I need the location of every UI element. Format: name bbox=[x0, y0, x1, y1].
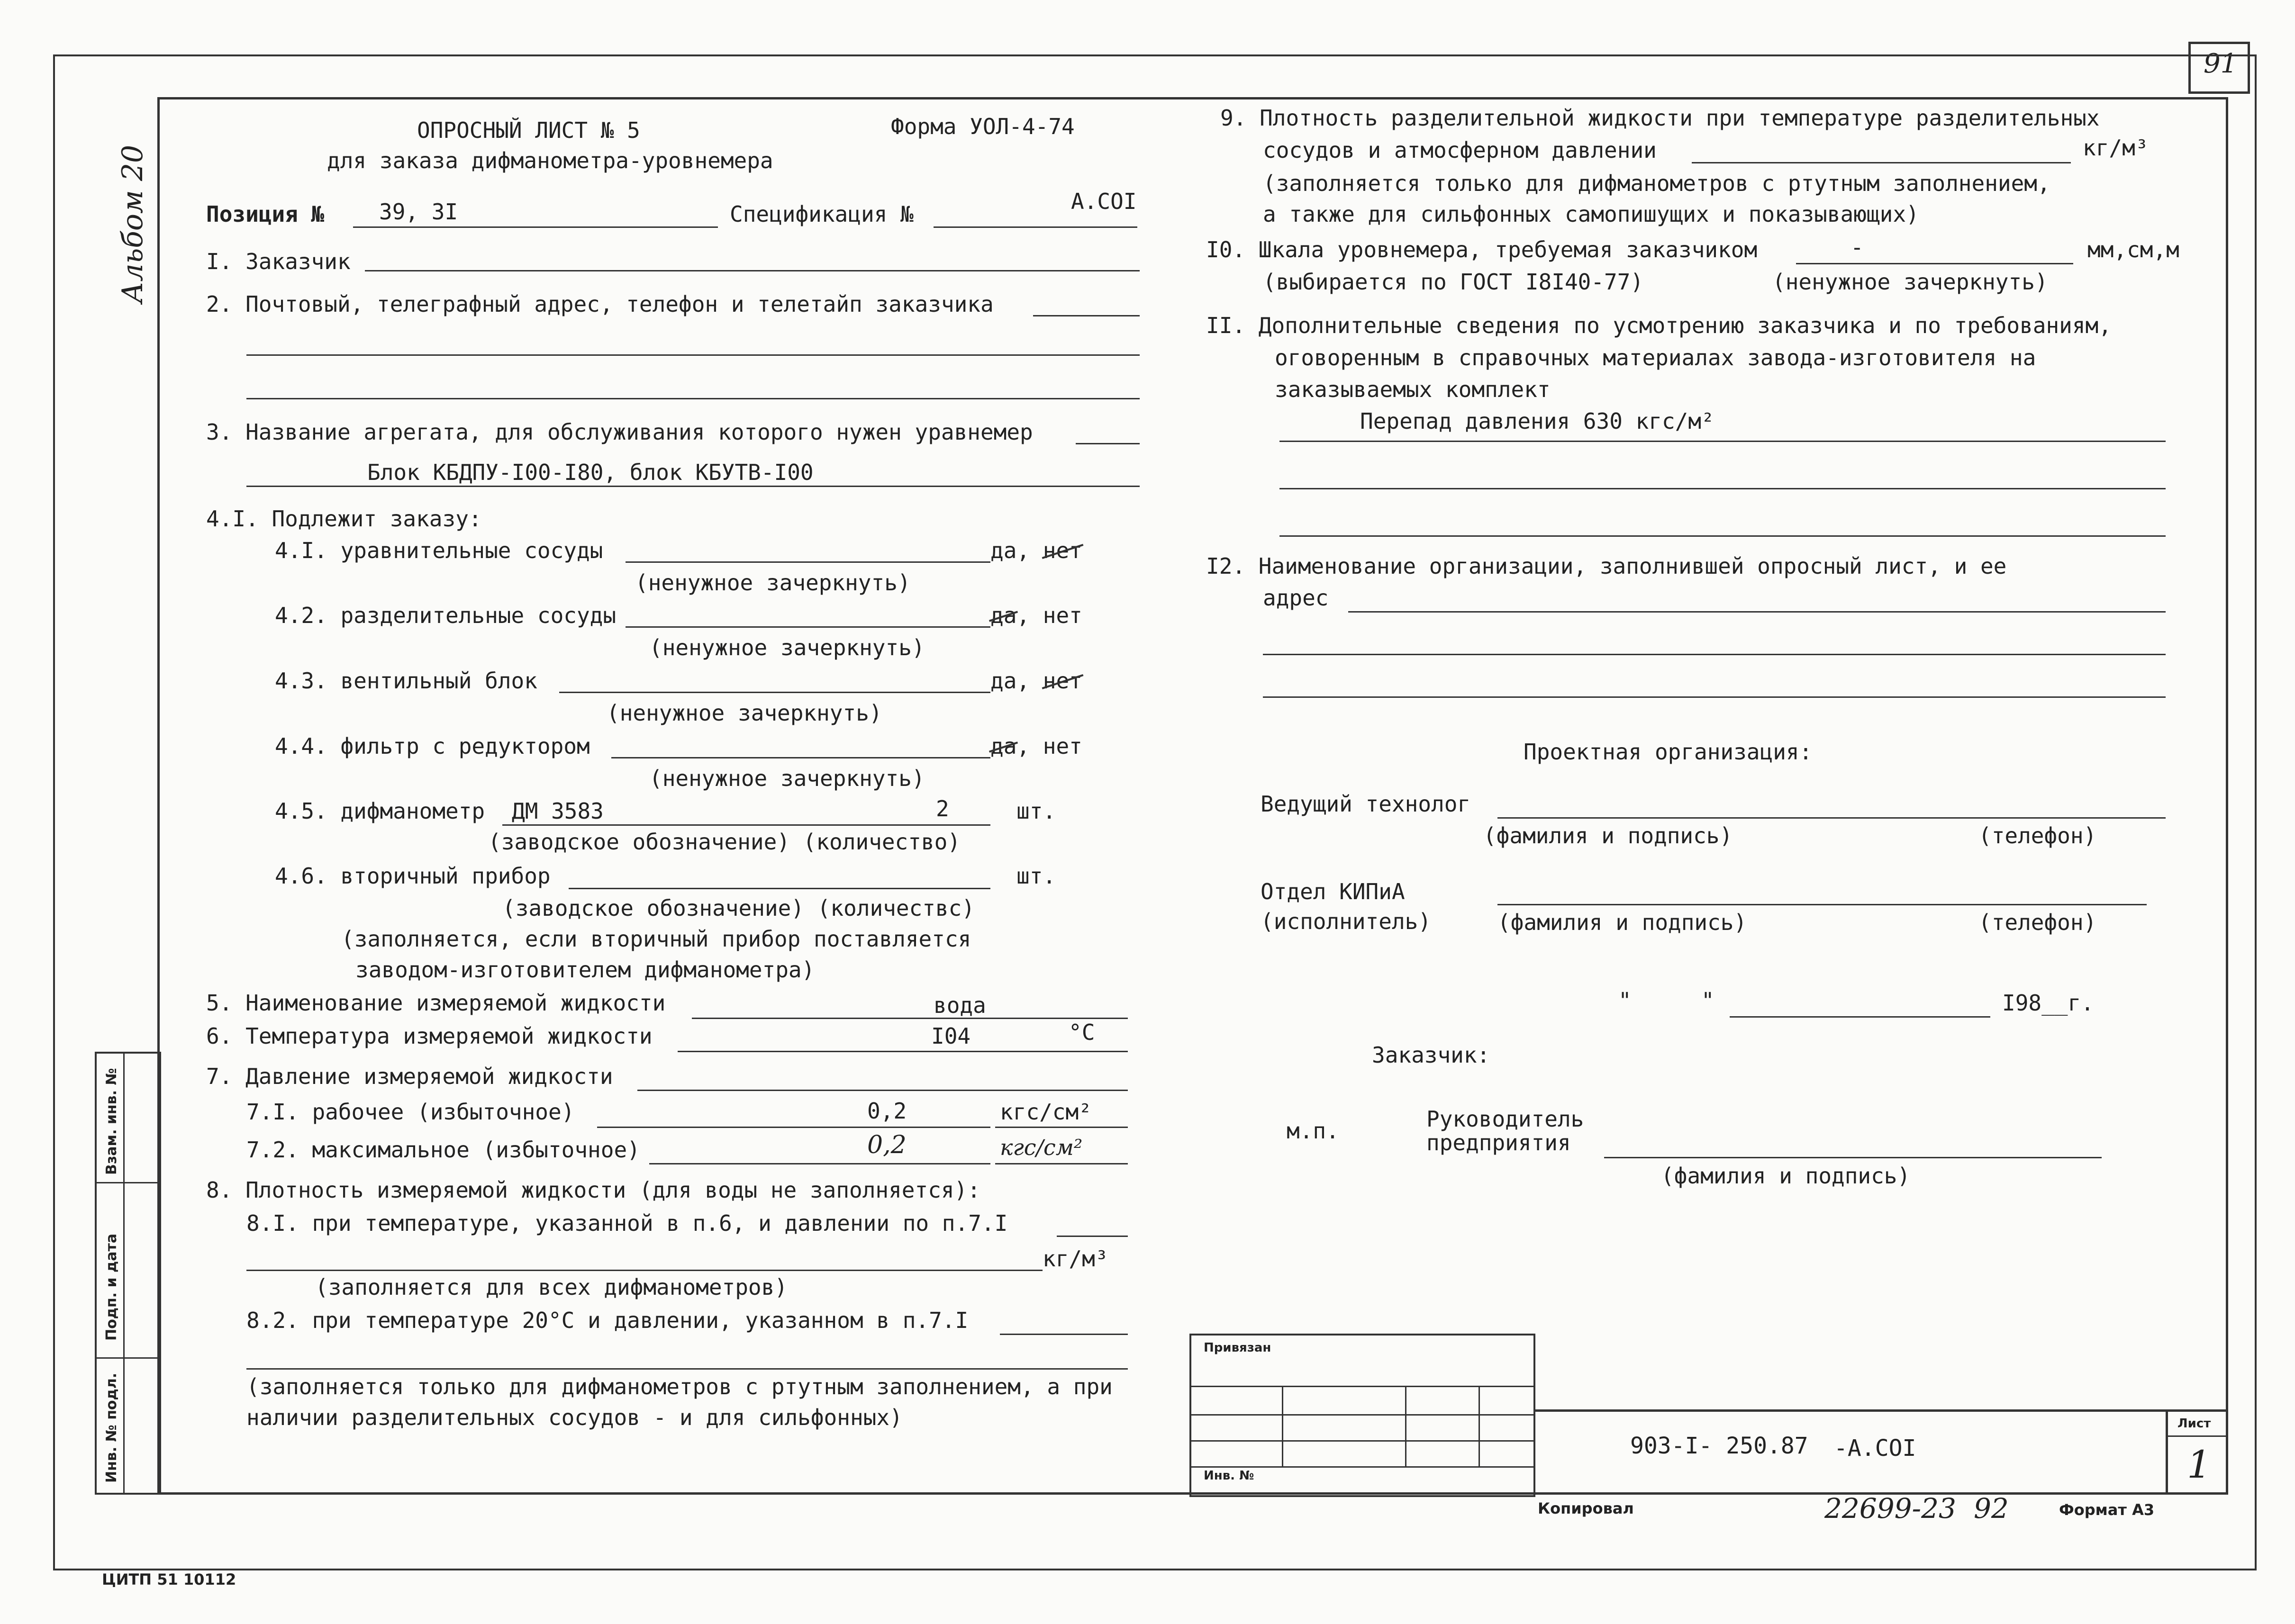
item-4-4-line bbox=[611, 757, 990, 758]
item-4-4: 4.4. фильтр с редуктором bbox=[275, 733, 590, 759]
item-4-3-line bbox=[559, 692, 990, 693]
date-year: I98__г. bbox=[2002, 990, 2094, 1016]
item-7-2-unit-line bbox=[995, 1163, 1128, 1164]
item-5-line bbox=[692, 1018, 1128, 1019]
item-11-2: оговоренным в справочных материалах завода-изготовителя на bbox=[1275, 345, 2036, 370]
title-block-divider bbox=[2166, 1409, 2168, 1495]
org-lead-line bbox=[1497, 817, 2166, 819]
side-stamp-divider bbox=[123, 1052, 125, 1495]
side-stamp-vzam: Взам. инв. № bbox=[103, 1068, 120, 1175]
item-7-line bbox=[637, 1090, 1128, 1091]
privyazan-row bbox=[1189, 1386, 1535, 1387]
item-12-2: адрес bbox=[1263, 585, 1329, 611]
side-stamp-divider bbox=[95, 1182, 161, 1183]
item-4-3-note: (ненужное зачеркнуть) bbox=[607, 700, 882, 726]
date-quote-open: " bbox=[1618, 988, 1632, 1013]
item-4-1-note: (ненужное зачеркнуть) bbox=[635, 570, 911, 595]
item-2-line bbox=[246, 354, 1140, 356]
item-9-line bbox=[1692, 162, 2071, 163]
item-8-1-note: (заполняется для всех дифманометров) bbox=[315, 1274, 788, 1300]
item-3-value: Блок КБДПУ-I00-I80, блок КБУТВ-I00 bbox=[367, 460, 814, 485]
item-9-unit: кг/м³ bbox=[2083, 135, 2149, 161]
item-6-value: I04 bbox=[931, 1023, 971, 1049]
item-3: 3. Название агрегата, для обслуживания которого нужен уравнемер bbox=[206, 419, 1033, 445]
item-12-line bbox=[1263, 696, 2166, 698]
item-11-value: Перепад давления 630 кгс/м² bbox=[1360, 408, 1714, 434]
item-4-6-fill-2: заводом-изготовителем дифманометра) bbox=[355, 957, 815, 983]
item-8-1-line bbox=[246, 1270, 1043, 1271]
date-line bbox=[1730, 1016, 1990, 1018]
form-code: Форма УОЛ-4-74 bbox=[891, 114, 1075, 139]
item-7-1-line bbox=[597, 1127, 990, 1128]
privyazan-label: Привязан bbox=[1204, 1341, 1271, 1355]
item-4-4-note: (ненужное зачеркнуть) bbox=[649, 766, 925, 791]
item-11-3: заказываемых комплект bbox=[1275, 377, 1551, 402]
item-10-line bbox=[1796, 263, 2073, 264]
privyazan-col bbox=[1479, 1386, 1480, 1466]
item-4-6-note: (заводское обозначение) (количествс) bbox=[502, 895, 975, 921]
item-8-1-line bbox=[1057, 1236, 1128, 1237]
item-11-line bbox=[1279, 488, 2166, 489]
album-label: Альбом 20 bbox=[116, 144, 149, 303]
org-dept-phone: (телефон) bbox=[1978, 910, 2097, 935]
item-7-2-line bbox=[649, 1163, 990, 1164]
item-2: 2. Почтовый, телеграфный адрес, телефон и телетайп заказчика bbox=[206, 291, 994, 317]
item-10-units: мм,см,м bbox=[2087, 237, 2179, 262]
head-line bbox=[1604, 1157, 2102, 1158]
item-9-2: сосудов и атмосферном давлении bbox=[1263, 137, 1657, 163]
item-2-line bbox=[246, 398, 1140, 399]
item-7-2-value: 0,2 bbox=[867, 1131, 907, 1159]
item-4-2-yes: да, нет bbox=[990, 603, 1082, 628]
side-stamp-inv-sub: Инв. № подл. bbox=[103, 1372, 120, 1483]
spec-value: А.СОI bbox=[1071, 189, 1137, 214]
title-block-code: 903-I- 250.87 bbox=[1630, 1433, 1808, 1459]
sheet-corner-number: 91 bbox=[2204, 48, 2238, 79]
item-4-head: 4.I. Подлежит заказу: bbox=[206, 506, 482, 532]
item-8-2-line bbox=[246, 1368, 1128, 1370]
privyazan-row bbox=[1189, 1414, 1535, 1416]
item-4-1-line bbox=[626, 561, 990, 563]
title-block-list-label: Лист bbox=[2177, 1416, 2211, 1431]
item-12-line bbox=[1263, 654, 2166, 655]
item-9-4: а также для сильфонных самопишущих и показывающих) bbox=[1263, 201, 1919, 227]
org-title: Проектная организация: bbox=[1524, 739, 1813, 765]
item-9-3: (заполняется только для дифманометров с ртутным заполнением, bbox=[1263, 171, 2050, 196]
item-2-line bbox=[1033, 315, 1140, 316]
org-dept-line bbox=[1497, 904, 2147, 905]
item-7-1-unit: кгс/см² bbox=[1000, 1099, 1092, 1125]
item-10: I0. Шкала уровнемера, требуемая заказчиком bbox=[1206, 237, 1758, 262]
item-6: 6. Температура измеряемой жидкости bbox=[206, 1023, 653, 1049]
archive-sheet: 92 bbox=[1974, 1492, 2009, 1525]
item-4-6-pcs: шт. bbox=[1016, 863, 1056, 889]
title-block-divider bbox=[2166, 1435, 2228, 1437]
item-9-1: 9. Плотность разделительной жидкости при температуре разделительных bbox=[1220, 105, 2100, 131]
item-4-2: 4.2. разделительные сосуды bbox=[275, 603, 617, 628]
title-block-doc: -А.СОI bbox=[1834, 1435, 1916, 1462]
item-8-2-note-1: (заполняется только для дифманометров с ртутным заполнением, а при bbox=[246, 1374, 1113, 1399]
form-title: ОПРОСНЫЙ ЛИСТ № 5 bbox=[417, 117, 640, 143]
head-2: предприятия bbox=[1426, 1130, 1571, 1155]
spec-line bbox=[934, 226, 1137, 228]
org-lead-name: (фамилия и подпись) bbox=[1483, 823, 1733, 848]
side-stamp-sign-date: Подп. и дата bbox=[103, 1233, 120, 1341]
privyazan-row bbox=[1189, 1466, 1535, 1468]
item-3-value-line bbox=[246, 486, 1140, 487]
item-5: 5. Наименование измеряемой жидкости bbox=[206, 990, 666, 1016]
item-10-note-2: (ненужное зачеркнуть) bbox=[1772, 269, 2048, 295]
privyazan-row bbox=[1189, 1440, 1535, 1442]
item-8-1-unit: кг/м³ bbox=[1043, 1246, 1108, 1272]
org-lead-phone: (телефон) bbox=[1978, 823, 2097, 848]
item-8: 8. Плотность измеряемой жидкости (для воды не заполняется): bbox=[206, 1177, 980, 1203]
item-4-1-yes: да, нет bbox=[990, 538, 1082, 563]
title-block-list-no: 1 bbox=[2187, 1443, 2211, 1487]
item-12-1: I2. Наименование организации, заполнившей опросный лист, и ее bbox=[1206, 553, 2007, 579]
position-label: Позиция № bbox=[206, 201, 325, 227]
org-dept-name: (фамилия и подпись) bbox=[1497, 910, 1747, 935]
item-7-1-unit-line bbox=[995, 1127, 1128, 1128]
item-7-2: 7.2. максимальное (избыточное) bbox=[246, 1137, 640, 1163]
item-12-line bbox=[1348, 611, 2166, 613]
item-11-1: II. Дополнительные сведения по усмотрению заказчика и по требованиям, bbox=[1206, 313, 2112, 338]
item-5-value: вода bbox=[934, 992, 986, 1018]
item-4-5: 4.5. дифманометр bbox=[275, 798, 485, 824]
title-block-top bbox=[1535, 1409, 2228, 1412]
item-11-line bbox=[1279, 535, 2166, 537]
item-8-1: 8.I. при температуре, указанной в п.6, и давлении по п.7.I bbox=[246, 1210, 1008, 1236]
org-dept-1: Отдел КИПиА bbox=[1261, 879, 1405, 904]
item-3-line bbox=[1076, 443, 1140, 444]
item-6-line bbox=[678, 1051, 1128, 1052]
privyazan-col bbox=[1282, 1386, 1283, 1466]
side-stamp-divider bbox=[95, 1357, 161, 1359]
item-7: 7. Давление измеряемой жидкости bbox=[206, 1064, 613, 1089]
date-quote-close: " bbox=[1701, 988, 1714, 1013]
item-4-5-device: ДМ 3583 bbox=[512, 798, 604, 824]
stamp-place: м.п. bbox=[1287, 1118, 1339, 1144]
item-4-5-pcs: шт. bbox=[1016, 798, 1056, 824]
org-lead: Ведущий технолог bbox=[1261, 791, 1471, 817]
spec-label: Спецификация № bbox=[730, 201, 914, 227]
item-8-2: 8.2. при температуре 20°С и давлении, указанном в п.7.I bbox=[246, 1308, 969, 1333]
item-4-2-line bbox=[626, 626, 990, 628]
customer-label: Заказчик: bbox=[1372, 1042, 1490, 1068]
item-7-1-value: 0,2 bbox=[867, 1098, 907, 1124]
copied-label: Копировал bbox=[1538, 1499, 1634, 1517]
item-1: I. Заказчик bbox=[206, 249, 351, 274]
form-subtitle: для заказа дифманометра-уровнемера bbox=[327, 148, 773, 173]
item-4-5-note: (заводское обозначение) (количество) bbox=[488, 829, 961, 855]
item-4-6-line bbox=[569, 888, 990, 889]
item-8-2-line bbox=[1000, 1334, 1128, 1335]
org-dept-2: (исполнитель) bbox=[1261, 909, 1432, 934]
head-1: Руководитель bbox=[1426, 1106, 1584, 1132]
footer-code: ЦИТП 51 10112 bbox=[102, 1570, 236, 1588]
item-4-1: 4.I. уравнительные сосуды bbox=[275, 538, 603, 563]
head-name: (фамилия и подпись) bbox=[1661, 1163, 1911, 1189]
item-1-line bbox=[365, 270, 1140, 271]
item-4-6: 4.6. вторичный прибор bbox=[275, 863, 551, 889]
item-4-4-yes: да, нет bbox=[990, 733, 1082, 759]
item-6-unit: °C bbox=[1069, 1020, 1095, 1045]
position-line bbox=[353, 226, 718, 228]
item-8-2-note-2: наличии разделительных сосудов - и для сильфонных) bbox=[246, 1405, 903, 1430]
privyazan-col bbox=[1405, 1386, 1406, 1466]
item-4-6-fill-1: (заполняется, если вторичный прибор поставляется bbox=[341, 926, 971, 952]
position-value: 39, 3I bbox=[379, 199, 458, 225]
item-4-5-line bbox=[502, 824, 990, 826]
archive-number: 22699-23 bbox=[1824, 1492, 1956, 1525]
item-4-2-note: (ненужное зачеркнуть) bbox=[649, 635, 925, 660]
item-11-line bbox=[1279, 441, 2166, 442]
item-10-value: - bbox=[1851, 235, 1864, 260]
format-label: Формат А3 bbox=[2059, 1501, 2155, 1519]
item-4-3-yes: да, нет bbox=[990, 668, 1082, 694]
item-7-1: 7.I. рабочее (избыточное) bbox=[246, 1099, 575, 1125]
item-4-3: 4.3. вентильный блок bbox=[275, 668, 537, 694]
item-10-note-1: (выбирается по ГОСТ I8I40-77) bbox=[1263, 269, 1644, 295]
inv-label: Инв. № bbox=[1204, 1469, 1254, 1483]
item-4-5-qty: 2 bbox=[936, 796, 949, 821]
item-7-2-unit: кгс/см² bbox=[1000, 1135, 1083, 1160]
